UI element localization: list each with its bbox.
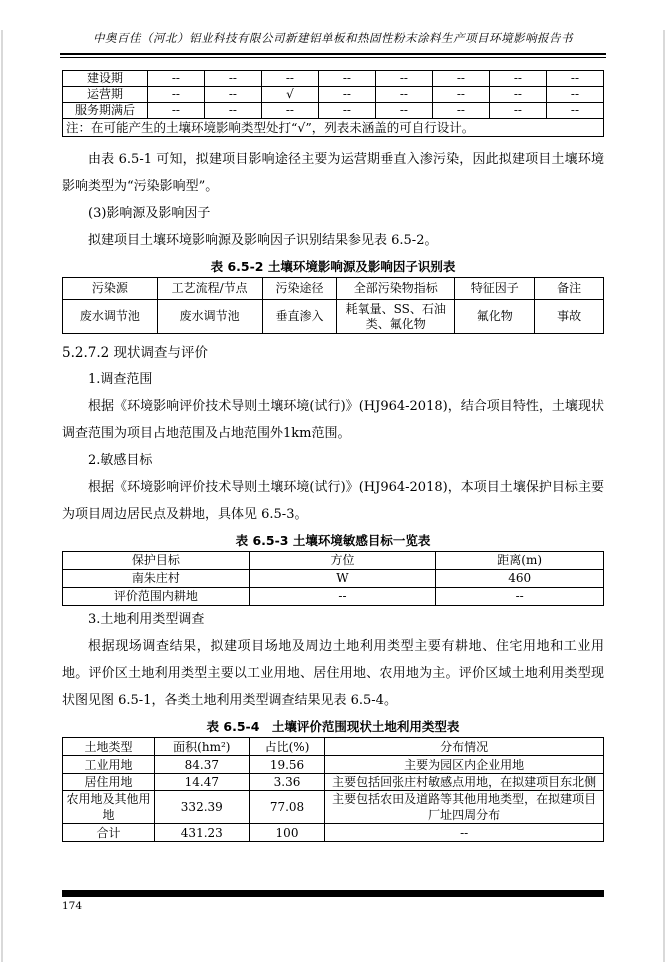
table-cell: 事故 — [535, 300, 604, 334]
row-label: 服务期满后 — [63, 103, 148, 119]
column-header: 保护目标 — [63, 552, 250, 570]
table-cell: -- — [147, 103, 204, 119]
table-cell: 合计 — [63, 824, 155, 842]
table-cell: 垂直渗入 — [262, 300, 337, 334]
table-cell: 居住用地 — [63, 774, 155, 791]
table-cell: 77.08 — [249, 791, 325, 824]
paragraph-survey-scope: 根据《环境影响评价技术导则土壤环境(试行)》(HJ964-2018)，结合项目特性，土壤现状调查范围为项目占地范围及占地范围外1km范围。 — [62, 399, 604, 441]
footer-rule-bar — [62, 890, 604, 897]
table-cell: 废水调节池 — [63, 300, 158, 334]
column-header: 分布情况 — [325, 738, 604, 756]
column-header: 工艺流程/节点 — [157, 278, 262, 300]
table-cell: -- — [325, 824, 604, 842]
table-cell: 100 — [249, 824, 325, 842]
scan-artifact-left — [1, 30, 3, 962]
table-cell: 南朱庄村 — [63, 570, 250, 588]
table-cell: 氟化物 — [455, 300, 535, 334]
table-cell: 431.23 — [154, 824, 249, 842]
table-cell: -- — [249, 588, 436, 606]
table-data-row — [63, 756, 604, 774]
table-652-caption: 表 6.5-2 土壤环境影响源及影响因子识别表 — [210, 259, 456, 274]
table-data-row — [63, 791, 604, 824]
column-header: 距离(m) — [436, 552, 604, 570]
table-data-row — [63, 824, 604, 842]
table-cell: 14.47 — [154, 774, 249, 791]
column-header: 面积(hm²) — [154, 738, 249, 756]
table-cell: 废水调节池 — [157, 300, 262, 334]
table-cell: -- — [375, 87, 432, 103]
subheading-land-use-survey: 3.土地利用类型调查 — [88, 612, 205, 627]
table-654-caption: 表 6.5-4 土壤评价范围现状土地利用类型表 — [206, 719, 460, 734]
table-cell: -- — [318, 71, 375, 87]
table-cell: -- — [489, 103, 546, 119]
subheading-impact-factors: (3)影响源及影响因子 — [88, 206, 211, 221]
table-cell: -- — [489, 87, 546, 103]
table-cell: -- — [432, 71, 489, 87]
table-cell: -- — [436, 588, 604, 606]
table-header-row — [63, 552, 604, 570]
table-cell: 主要包括回张庄村敏感点用地，在拟建项目东北侧 — [325, 774, 604, 791]
table-header-row — [63, 278, 604, 300]
table-cell: -- — [546, 71, 603, 87]
table-cell: 主要为园区内企业用地 — [325, 756, 604, 774]
paragraph-table-ref-652: 拟建项目土壤环境影响源及影响因子识别结果参见表 6.5-2。 — [88, 233, 438, 248]
table-cell: 332.39 — [154, 791, 249, 824]
table-cell: 19.56 — [249, 756, 325, 774]
soil-impact-type-table — [62, 70, 604, 137]
column-header: 备注 — [535, 278, 604, 300]
row-label: 建设期 — [63, 71, 148, 87]
table-cell: -- — [261, 103, 318, 119]
land-use-type-table — [62, 737, 604, 842]
table-cell: 主要包括农田及道路等其他用地类型，在拟建项目厂址四周分布 — [325, 791, 604, 824]
table-cell: -- — [489, 71, 546, 87]
page-content — [62, 70, 604, 842]
table-cell-checkmark: √ — [261, 87, 318, 103]
table-cell: 3.36 — [249, 774, 325, 791]
table-cell: W — [249, 570, 436, 588]
table-cell: -- — [318, 103, 375, 119]
table-cell: -- — [147, 87, 204, 103]
column-header: 占比(%) — [249, 738, 325, 756]
subheading-survey-scope: 1.调查范围 — [88, 372, 153, 387]
table-note-row — [63, 119, 604, 137]
table-653-caption: 表 6.5-3 土壤环境敏感目标一览表 — [235, 533, 431, 548]
table-cell: -- — [546, 103, 603, 119]
table-data-row — [63, 570, 604, 588]
table-header-row — [63, 738, 604, 756]
scan-artifact-right — [663, 30, 665, 962]
table-cell: -- — [204, 71, 261, 87]
page-number: 174 — [62, 900, 83, 912]
table-row-construction — [63, 71, 604, 87]
table-cell: -- — [375, 71, 432, 87]
table-cell: -- — [204, 103, 261, 119]
paragraph-impact-conclusion: 由表 6.5-1 可知，拟建项目影响途径主要为运营期垂直入渗污染，因此拟建项目土壤环境影响类型为“污染影响型”。 — [62, 152, 604, 194]
row-label: 运营期 — [63, 87, 148, 103]
impact-source-factor-table — [62, 277, 604, 334]
paragraph-sensitive-targets: 根据《环境影响评价技术导则土壤环境(试行)》(HJ964-2018)，本项目土壤保护目标主要为项目周边居民点及耕地，具体见 6.5-3。 — [62, 480, 604, 522]
column-header: 污染源 — [63, 278, 158, 300]
section-heading-5272: 5.2.7.2 现状调查与评价 — [62, 345, 209, 361]
column-header: 污染途径 — [262, 278, 337, 300]
table-note: 注：在可能产生的土壤环境影响类型处打“√”，列表未涵盖的可自行设计。 — [63, 119, 604, 137]
table-cell: -- — [432, 103, 489, 119]
table-cell: -- — [147, 71, 204, 87]
table-cell: -- — [432, 87, 489, 103]
table-cell: 评价范围内耕地 — [63, 588, 250, 606]
table-cell: -- — [318, 87, 375, 103]
column-header: 全部污染物指标 — [337, 278, 455, 300]
document-header-title: 中奥百佳（河北）铝业科技有限公司新建铝单板和热固性粉末涂料生产项目环境影响报告书 — [93, 31, 573, 45]
table-row-operation — [63, 87, 604, 103]
column-header: 土地类型 — [63, 738, 155, 756]
table-data-row — [63, 774, 604, 791]
paragraph-land-use: 根据现场调查结果，拟建项目场地及周边土地利用类型主要有耕地、住宅用地和工业用地。评价区土地利用类型主要以工业用地、居住用地、农用地为主。评价区域土地利用类型现状图见图 6.5-1，各类土地利用类型调查结果见表 6.5-4。 — [62, 639, 604, 708]
table-cell: 农用地及其他用地 — [63, 791, 155, 824]
table-row-post-service — [63, 103, 604, 119]
column-header: 特征因子 — [455, 278, 535, 300]
table-cell: 工业用地 — [63, 756, 155, 774]
sensitive-target-table — [62, 551, 604, 606]
column-header: 方位 — [249, 552, 436, 570]
table-data-row — [63, 300, 604, 334]
table-cell: -- — [375, 103, 432, 119]
table-cell: -- — [546, 87, 603, 103]
table-cell: 耗氧量、SS、石油类、氟化物 — [337, 300, 455, 334]
table-cell: 84.37 — [154, 756, 249, 774]
table-cell: -- — [204, 87, 261, 103]
table-cell: -- — [261, 71, 318, 87]
table-cell: 460 — [436, 570, 604, 588]
subheading-sensitive-targets: 2.敏感目标 — [88, 453, 153, 468]
table-data-row — [63, 588, 604, 606]
header-double-rule — [60, 53, 606, 58]
